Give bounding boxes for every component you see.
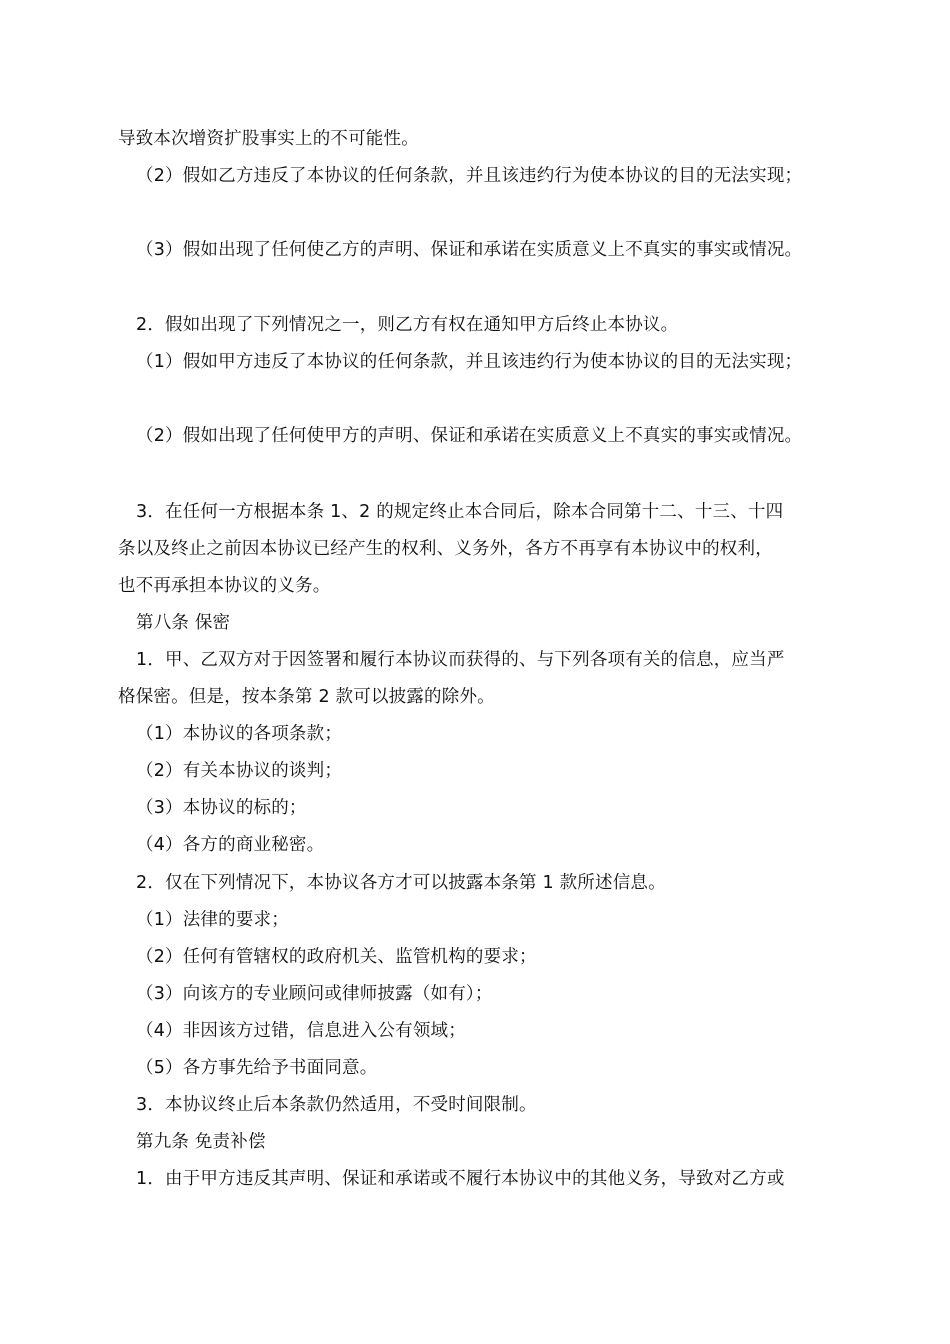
paragraph-continuation: 导致本次增资扩股事实上的不可能性。 xyxy=(118,129,419,149)
clause-item: （2）假如乙方违反了本协议的任何条款，并且该违约行为使本协议的目的无法实现； xyxy=(136,166,803,186)
clause-item: （2）有关本协议的谈判； xyxy=(136,761,343,781)
clause-item: （5）各方事先给予书面同意。 xyxy=(136,1058,378,1078)
clause-item: （3）本协议的标的； xyxy=(136,798,307,818)
clause-item: （2）假如出现了任何使甲方的声明、保证和承诺在实质意义上不真实的事实或情况。 xyxy=(136,426,803,446)
clause-paragraph: 1．由于甲方违反其声明、保证和承诺或不履行本协议中的其他义务，导致对乙方或 xyxy=(136,1169,785,1189)
clause-item: （2）任何有管辖权的政府机关、监管机构的要求； xyxy=(136,947,537,967)
clause-item: （1）假如甲方违反了本协议的任何条款，并且该违约行为使本协议的目的无法实现； xyxy=(136,352,803,372)
clause-item: （4）非因该方过错，信息进入公有领域； xyxy=(136,1021,466,1041)
clause-paragraph: 2．假如出现了下列情况之一，则乙方有权在通知甲方后终止本协议。 xyxy=(136,315,679,335)
article-heading: 第九条 免责补偿 xyxy=(136,1132,266,1152)
article-heading: 第八条 保密 xyxy=(136,613,231,633)
clause-paragraph: 2．仅在下列情况下，本协议各方才可以披露本条第 1 款所述信息。 xyxy=(136,873,666,893)
paragraph-continuation: 条以及终止之前因本协议已经产生的权利、义务外，各方不再享有本协议中的权利， xyxy=(118,539,773,559)
clause-paragraph: 3．本协议终止后本条款仍然适用，不受时间限制。 xyxy=(136,1095,537,1115)
clause-item: （1）本协议的各项条款； xyxy=(136,724,343,744)
paragraph-continuation: 也不再承担本协议的义务。 xyxy=(118,576,331,596)
clause-paragraph: 3．在任何一方根据本条 1、2 的规定终止本合同后，除本合同第十二、十三、十四 xyxy=(136,502,784,522)
clause-item: （3）向该方的专业顾问或律师披露（如有）； xyxy=(136,984,493,1004)
clause-paragraph: 1．甲、乙双方对于因签署和履行本协议而获得的、与下列各项有关的信息，应当严 xyxy=(136,650,785,670)
paragraph-continuation: 格保密。但是，按本条第 2 款可以披露的除外。 xyxy=(118,687,495,707)
clause-item: （4）各方的商业秘密。 xyxy=(136,835,325,855)
clause-item: （3）假如出现了任何使乙方的声明、保证和承诺在实质意义上不真实的事实或情况。 xyxy=(136,240,803,260)
clause-item: （1）法律的要求； xyxy=(136,910,289,930)
